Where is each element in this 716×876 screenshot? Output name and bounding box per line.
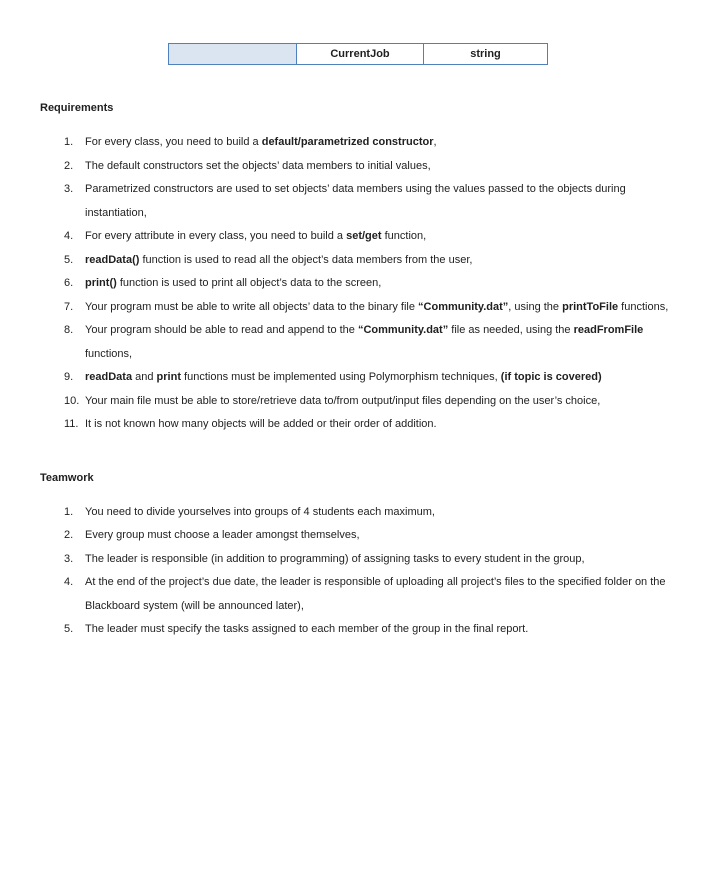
list-item-text: The leader must specify the tasks assigned to each member of the group in the final report.	[85, 623, 529, 635]
list-item-number: 3.	[64, 183, 74, 195]
list-item	[40, 225, 676, 249]
list-item	[40, 178, 676, 225]
list-item-text: readData() function is used to read all the object’s data members from the user,	[85, 253, 473, 266]
list-item-number: 1.	[64, 136, 74, 148]
teamwork-list	[40, 501, 676, 642]
list-item-number: 10.	[64, 394, 80, 407]
list-item-text: Your program must be able to write all objects’ data to the binary file “Community.dat”, using the printToFile functions,	[85, 300, 669, 313]
table-cell-empty	[169, 44, 297, 65]
list-item	[40, 319, 676, 366]
list-item-text: For every attribute in every class, you need to build a set/get function,	[85, 230, 427, 242]
list-item	[40, 366, 676, 390]
list-item-number: 5.	[64, 623, 74, 635]
list-item-number: 8.	[64, 324, 74, 336]
document-page	[0, 43, 716, 642]
list-item-text: It is not known how many objects will be added or their order of addition.	[85, 418, 437, 430]
list-item-number: 9.	[64, 371, 74, 383]
list-item	[40, 249, 676, 273]
table-cell-attribute-name: CurrentJob	[297, 44, 424, 65]
list-item	[40, 548, 676, 572]
list-item-number: 4.	[64, 230, 74, 242]
list-item-number: 3.	[64, 552, 74, 565]
list-item	[40, 413, 676, 437]
list-item	[40, 571, 676, 618]
list-item-text: The leader is responsible (in addition to programming) of assigning tasks to every student in the group,	[85, 552, 585, 565]
requirements-heading: Requirements	[40, 102, 114, 114]
table-row	[169, 44, 548, 65]
teamwork-heading: Teamwork	[40, 471, 94, 484]
list-item	[40, 390, 676, 414]
list-item-number: 2.	[64, 159, 74, 172]
list-item-text: Your program should be able to read and append to the “Community.dat” file as needed, using the readFromFile functions,	[85, 324, 644, 360]
list-item-number: 5.	[64, 253, 74, 266]
list-item-text: Parametrized constructors are used to set objects’ data members using the values passed to the objects during instantiation,	[85, 183, 626, 219]
list-item	[40, 501, 676, 525]
list-item-text: For every class, you need to build a default/parametrized constructor,	[85, 136, 437, 148]
list-item	[40, 155, 676, 179]
list-item-number: 2.	[64, 529, 74, 541]
list-item	[40, 272, 676, 296]
list-item-number: 1.	[64, 505, 74, 518]
requirements-list	[40, 131, 676, 437]
list-item	[40, 524, 676, 548]
table-cell-attribute-type: string	[424, 44, 548, 65]
list-item	[40, 296, 676, 320]
list-item-number: 11.	[64, 418, 79, 430]
list-item-text: At the end of the project’s due date, the leader is responsible of uploading all project’s files to the specified folder on the Blackboard system (will be announced later),	[85, 576, 666, 612]
list-item-text: The default constructors set the objects’ data members to initial values,	[85, 159, 431, 172]
list-item-text: print() function is used to print all object’s data to the screen,	[85, 277, 382, 289]
list-item-number: 6.	[64, 277, 74, 289]
list-item-text: Your main file must be able to store/retrieve data to/from output/input files depending on the user’s choice,	[85, 394, 601, 407]
list-item	[40, 131, 676, 155]
attribute-table	[168, 43, 548, 65]
list-item-text: readData and print functions must be implemented using Polymorphism techniques, (if topic is covered)	[85, 371, 602, 383]
list-item-text: You need to divide yourselves into groups of 4 students each maximum,	[85, 505, 435, 518]
list-item-number: 7.	[64, 300, 74, 313]
list-item-number: 4.	[64, 576, 74, 588]
list-item	[40, 618, 676, 642]
list-item-text: Every group must choose a leader amongst themselves,	[85, 529, 360, 541]
